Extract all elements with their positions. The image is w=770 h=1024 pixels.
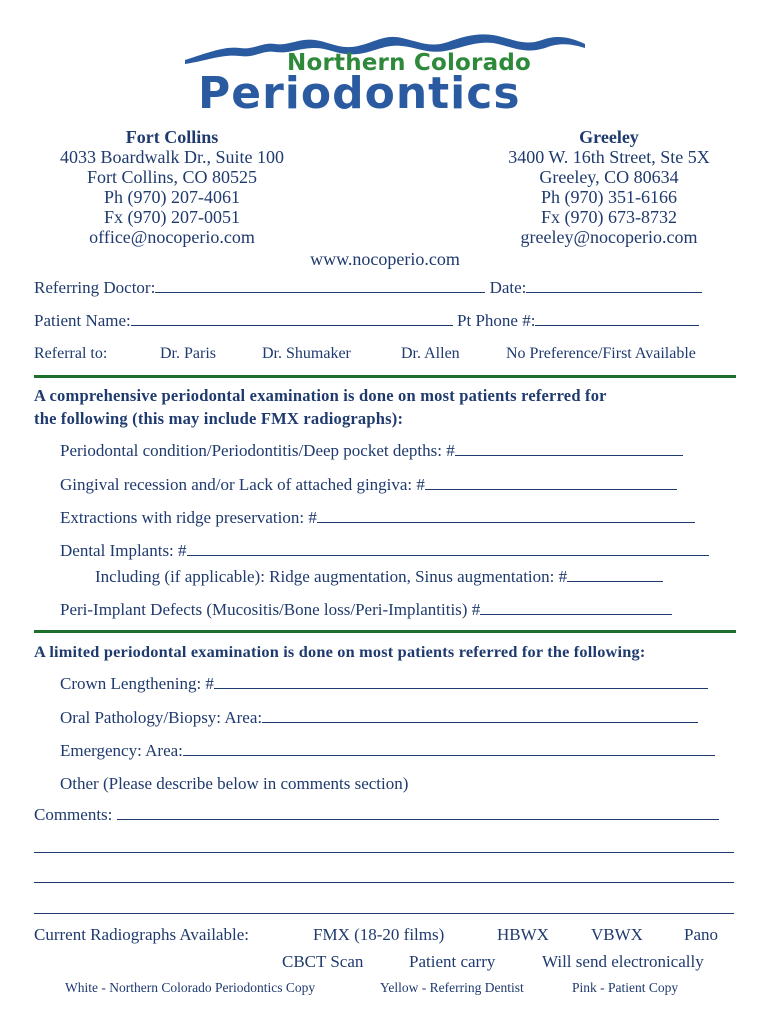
section-divider [34,375,736,378]
item-label: Emergency: Area: [60,741,183,760]
comments-line[interactable] [34,913,734,914]
fax: Fx (970) 207-0051 [104,207,240,227]
radiographs-label: Current Radiographs Available: [34,925,249,944]
limited-item-crown [60,674,708,694]
radiograph-option-hbwx[interactable]: HBWX [497,925,549,944]
phone: Ph (970) 207-4061 [104,187,240,207]
comprehensive-item-peri-implant [60,600,672,620]
comprehensive-item-recession [60,475,677,495]
item-field[interactable] [425,475,677,490]
logo-text-northern-colorado: Northern Colorado [287,50,531,76]
phone: Ph (970) 351-6166 [541,187,677,207]
patient-name-label: Patient Name: [34,311,131,330]
comments-line[interactable] [34,882,734,883]
location-name: Fort Collins [125,127,219,147]
item-field[interactable] [455,441,683,456]
footer-pink-copy: Pink - Patient Copy [572,980,679,995]
comments-line[interactable] [34,852,734,853]
fax: Fx (970) 673-8732 [541,207,677,227]
greeley-address [470,127,748,247]
item-label: Crown Lengthening: # [60,674,214,693]
street: 3400 W. 16th Street, Ste 5X [508,147,710,167]
doctor-option-shumaker[interactable]: Dr. Shumaker [262,345,351,362]
limited-item-pathology [60,708,698,728]
item-field[interactable] [262,708,698,723]
logo-text-periodontics: Periodontics [198,68,521,119]
pt-phone-label: Pt Phone #: [457,311,536,330]
item-label: Gingival recession and/or Lack of attached gingiva: # [60,475,425,494]
comprehensive-item-implants [60,541,709,561]
comments-row [34,805,719,825]
radiograph-option-patient-carry[interactable]: Patient carry [409,952,496,971]
limited-heading: A limited periodontal examination is done on most patients referred for the following: [34,642,646,661]
referral-to-label: Referral to: [34,345,108,362]
street: 4033 Boardwalk Dr., Suite 100 [60,147,284,167]
patient-name-field[interactable] [131,311,453,326]
radiograph-option-pano[interactable]: Pano [684,925,718,944]
radiograph-option-fmx[interactable]: FMX (18-20 films) [313,925,445,944]
city-state-zip: Greeley, CO 80634 [539,167,679,187]
fort-collins-address [32,127,312,247]
item-field[interactable] [480,600,672,615]
email[interactable]: greeley@nocoperio.com [520,227,698,247]
referring-doctor-row [34,278,702,298]
footer-white-copy: White - Northern Colorado Periodontics Copy [65,980,316,995]
item-label: Peri-Implant Defects (Mucositis/Bone loss/Peri-Implantitis) # [60,600,481,619]
item-label: Periodontal condition/Periodontitis/Deep pocket depths: # [60,441,455,460]
item-label: Oral Pathology/Biopsy: Area: [60,708,263,727]
comprehensive-heading-line2: the following (this may include FMX radiographs): [34,409,404,428]
pt-phone-field[interactable] [535,311,699,326]
date-field[interactable] [526,278,702,293]
doctor-option-allen[interactable]: Dr. Allen [401,345,460,362]
referring-doctor-field[interactable] [155,278,485,293]
radiograph-option-vbwx[interactable]: VBWX [591,925,643,944]
item-field[interactable] [187,541,709,556]
comprehensive-item-extractions [60,508,695,528]
footer-yellow-copy: Yellow - Referring Dentist [380,980,524,995]
location-name: Greeley [579,127,639,147]
comprehensive-item-augmentation [95,567,663,587]
item-field[interactable] [317,508,695,523]
comments-label: Comments: [34,805,113,824]
date-label: Date: [489,278,527,297]
comments-field[interactable] [117,805,719,820]
radiograph-option-cbct[interactable]: CBCT Scan [282,952,364,971]
item-field[interactable] [183,741,715,756]
radiograph-option-send-electronically[interactable]: Will send electronically [542,952,704,971]
patient-name-row [34,311,699,331]
item-field[interactable] [567,567,663,582]
doctor-option-no-preference[interactable]: No Preference/First Available [506,345,696,362]
limited-item-emergency [60,741,715,761]
referring-doctor-label: Referring Doctor: [34,278,156,297]
city-state-zip: Fort Collins, CO 80525 [86,167,258,187]
comprehensive-heading [34,384,607,430]
website-link[interactable]: www.nocoperio.com [310,249,460,269]
item-label: Including (if applicable): Ridge augmentation, Sinus augmentation: # [95,567,568,586]
doctor-option-paris[interactable]: Dr. Paris [160,345,216,362]
email[interactable]: office@nocoperio.com [89,227,255,247]
item-label: Extractions with ridge preservation: # [60,508,317,527]
limited-item-other: Other (Please describe below in comments section) [60,774,409,793]
item-label: Dental Implants: # [60,541,187,560]
comprehensive-item-periodontal [60,441,683,461]
comprehensive-heading-line1: A comprehensive periodontal examination is done on most patients referred for [34,386,607,405]
section-divider [34,630,736,633]
item-field[interactable] [214,674,708,689]
